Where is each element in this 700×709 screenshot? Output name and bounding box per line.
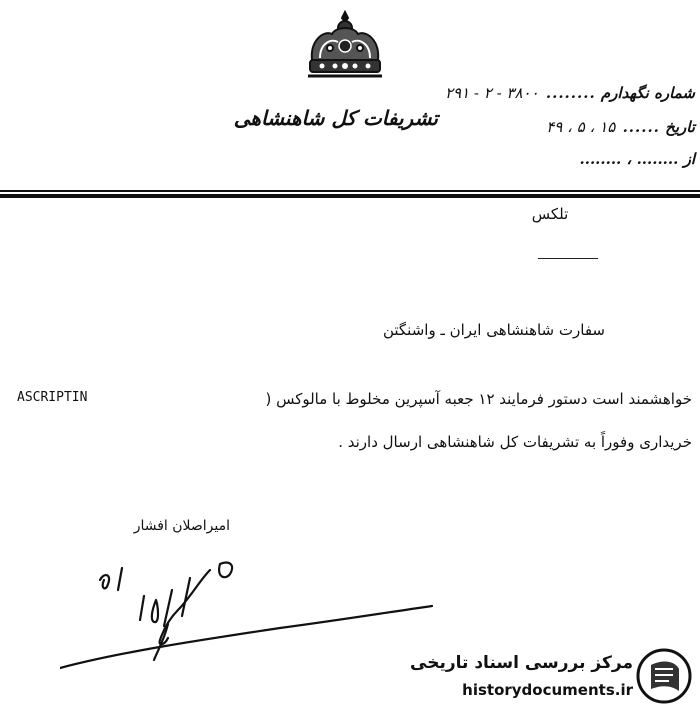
reference-date-label: تاریخ bbox=[665, 118, 695, 136]
sender-name: امیراصلان افشار bbox=[133, 518, 230, 534]
watermark-text-en: historydocuments.ir bbox=[462, 681, 633, 699]
reference-block bbox=[420, 82, 695, 177]
reference-from-dots: ........ ، ........ bbox=[579, 150, 679, 168]
header-rule-thin bbox=[0, 190, 700, 192]
watermark-text-fa: مرکز بررسی اسناد تاریخی bbox=[410, 653, 633, 673]
pahlavi-crown-icon bbox=[302, 10, 388, 82]
telex-heading: تلکس bbox=[531, 205, 569, 223]
court-title: تشریفات کل شاهنشاهی bbox=[233, 106, 438, 130]
addressee-line: سفارت شاهنشاهی ایران ـ واشنگتن bbox=[382, 321, 605, 339]
header-rule-thick bbox=[0, 194, 700, 198]
watermark bbox=[410, 645, 695, 707]
reference-number-dots: ........ bbox=[545, 84, 596, 102]
body-latin-word: ASCRIPTIN bbox=[17, 390, 88, 405]
handwritten-signature bbox=[60, 550, 460, 680]
reference-number-line bbox=[445, 84, 695, 102]
body-line-1: خواهشمند است دستور فرمایند ۱۲ جعبه آسپرین مخلوط با مالوکس ( bbox=[265, 390, 692, 408]
reference-from-line bbox=[580, 150, 696, 168]
reference-date-dots: ...... bbox=[622, 118, 660, 136]
body-line-2: خریداری وفوراً به تشریفات کل شاهنشاهی ارسال دارند . bbox=[338, 433, 692, 451]
reference-number-label: شماره نگهدارم bbox=[600, 84, 695, 102]
telex-underline bbox=[538, 258, 598, 259]
reference-date-value: ۱۵ ، ۵ ، ۴۹ bbox=[546, 118, 616, 136]
reference-date-line bbox=[546, 118, 695, 136]
reference-from-label: از bbox=[683, 150, 695, 168]
history-documents-logo-icon bbox=[635, 647, 693, 705]
reference-number-value: ۳۸۰۰ - ۲ - ۲۹۱ bbox=[444, 84, 539, 102]
